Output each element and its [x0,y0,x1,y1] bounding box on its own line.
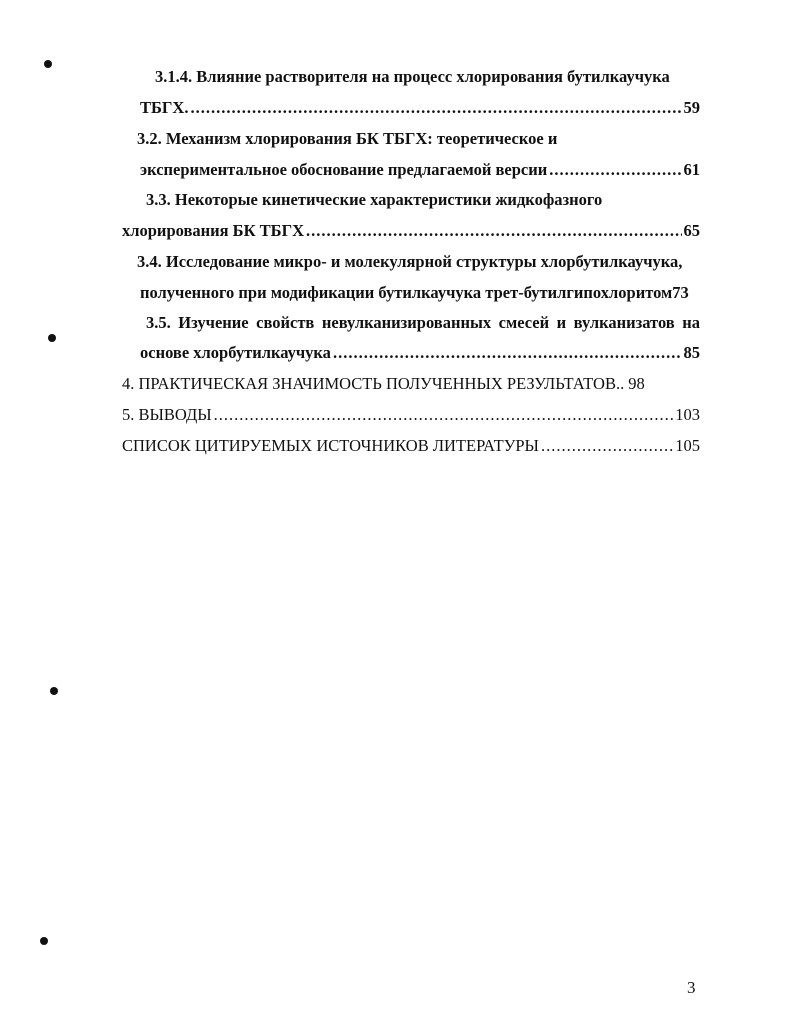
toc-page-number: 59 [683,98,700,117]
word: и [556,313,567,332]
toc-entry-text: основе хлорбутилкаучука [140,343,331,362]
word: смесей [498,313,550,332]
toc-entry-3-4-line1: 3.4. Исследование микро- и молекулярной структуры хлорбутилкаучука, [137,252,683,271]
toc-entry-text: экспериментальное обоснование предлагаемой версии [140,160,548,179]
toc-page-number: 103 [675,405,700,424]
binder-hole-mark [40,937,48,945]
toc-entry-3-1-4-line2 [140,97,700,119]
toc-page-number: 61 [683,160,700,179]
dot-leader [190,97,681,119]
toc-entry-text: 5. ВЫВОДЫ [122,405,212,424]
dot-leader [214,404,674,426]
toc-entry-3-4-line2: полученного при модификации бутилкаучука трет-бутилгипохлоритом73 [140,283,689,302]
toc-page-number: 105 [675,436,700,455]
word: свойств [256,313,315,332]
toc-entry-3-2-line1: 3.2. Механизм хлорирования БК ТБГХ: теоретическое и [137,129,558,148]
toc-page-number: 65 [683,221,700,240]
dot-leader [549,159,681,181]
word: невулканизированных [321,313,492,332]
toc-entry-3-3-line2 [122,220,700,242]
toc-entry-4 [122,373,700,395]
toc-entry-text: 4. ПРАКТИЧЕСКАЯ ЗНАЧИМОСТЬ ПОЛУЧЕННЫХ РЕЗУЛЬТАТОВ.. [122,374,625,393]
word: Изучение [178,313,249,332]
binder-hole-mark [48,334,56,342]
binder-hole-mark [50,687,58,695]
dot-leader [541,435,673,457]
toc-entry-3-1-4-line1: 3.1.4. Влияние растворителя на процесс хлорирования бутилкаучука [155,67,670,86]
dot-leader [306,220,681,242]
toc-entry-references [122,435,700,457]
dot-leader [333,342,682,364]
page-number: 3 [687,978,696,997]
toc-page-number: 85 [683,343,700,362]
binder-hole-mark [44,60,52,68]
word: 3.5. [146,313,171,332]
toc-entry-3-5-line1 [146,312,700,334]
toc-entry-text: ТБГХ. [140,98,189,117]
toc-entry-3-5-line2 [140,342,700,364]
toc-entry-3-2-line2 [140,159,700,181]
toc-entry-5 [122,404,700,426]
word: вулканизатов [573,313,675,332]
toc-entry-text: СПИСОК ЦИТИРУЕМЫХ ИСТОЧНИКОВ ЛИТЕРАТУРЫ [122,436,539,455]
toc-entry-3-3-line1: 3.3. Некоторые кинетические характеристики жидкофазного [146,190,603,209]
toc-entry-text: хлорирования БК ТБГХ [122,221,305,240]
toc-page-number: 98 [628,374,645,393]
word: на [682,313,700,332]
